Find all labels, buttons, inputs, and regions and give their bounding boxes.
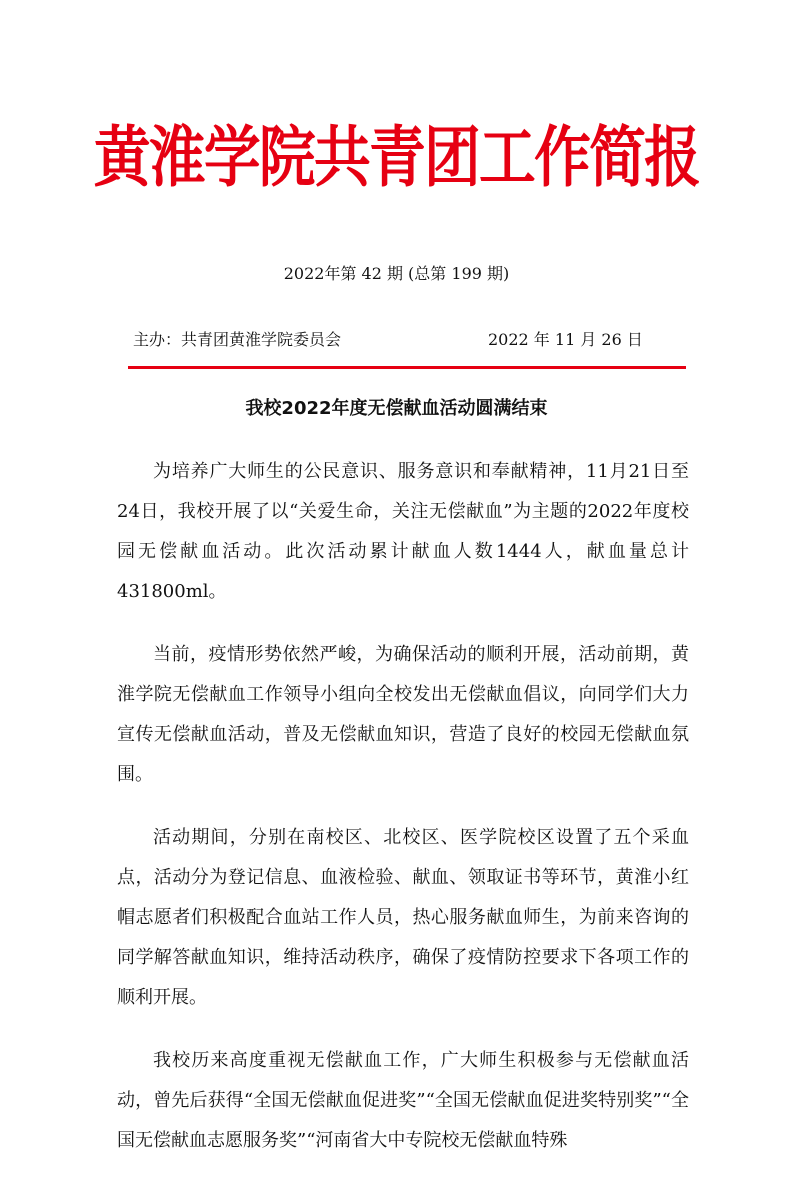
paragraph-4: 我校历来高度重视无偿献血工作，广大师生积极参与无偿献血活动，曾先后获得“全国无偿献血促进奖”“全国无偿献血促进奖特别奖”“全国无偿献血志愿服务奖”“河南省大中专院校无偿献血特殊 bbox=[117, 1050, 689, 1151]
newsletter-masthead: 黄淮学院共青团工作简报 bbox=[93, 119, 700, 196]
article-body bbox=[117, 452, 689, 1184]
sponsor-line: 主办：共青团黄淮学院委员会 bbox=[133, 330, 342, 349]
paragraph-1: 为培养广大师生的公民意识、服务意识和奉献精神，11月21日至24日，我校开展了以“关爱生命，关注无偿献血”为主题的2022年度校园无偿献血活动。此次活动累计献血人数1444人，献血量总计431800ml。 bbox=[117, 461, 689, 602]
paragraph-3: 活动期间，分别在南校区、北校区、医学院校区设置了五个采血点，活动分为登记信息、血液检验、献血、领取证书等环节，黄淮小红帽志愿者们积极配合血站工作人员，热心服务献血师生，为前来咨询的同学解答献血知识，维持活动秩序，确保了疫情防控要求下各项工作的顺利开展。 bbox=[117, 827, 689, 1008]
issue-number: 2022年第 42 期 (总第 199 期) bbox=[283, 264, 510, 283]
paragraph-2: 当前，疫情形势依然严峻，为确保活动的顺利开展，活动前期，黄淮学院无偿献血工作领导小组向全校发出无偿献血倡议，向同学们大力宣传无偿献血活动，普及无偿献血知识，营造了良好的校园无偿献血氛围。 bbox=[117, 644, 689, 785]
header-divider bbox=[128, 366, 686, 369]
article-title: 我校2022年度无偿献血活动圆满结束 bbox=[245, 398, 548, 419]
publish-date: 2022 年 11 月 26 日 bbox=[488, 330, 643, 349]
